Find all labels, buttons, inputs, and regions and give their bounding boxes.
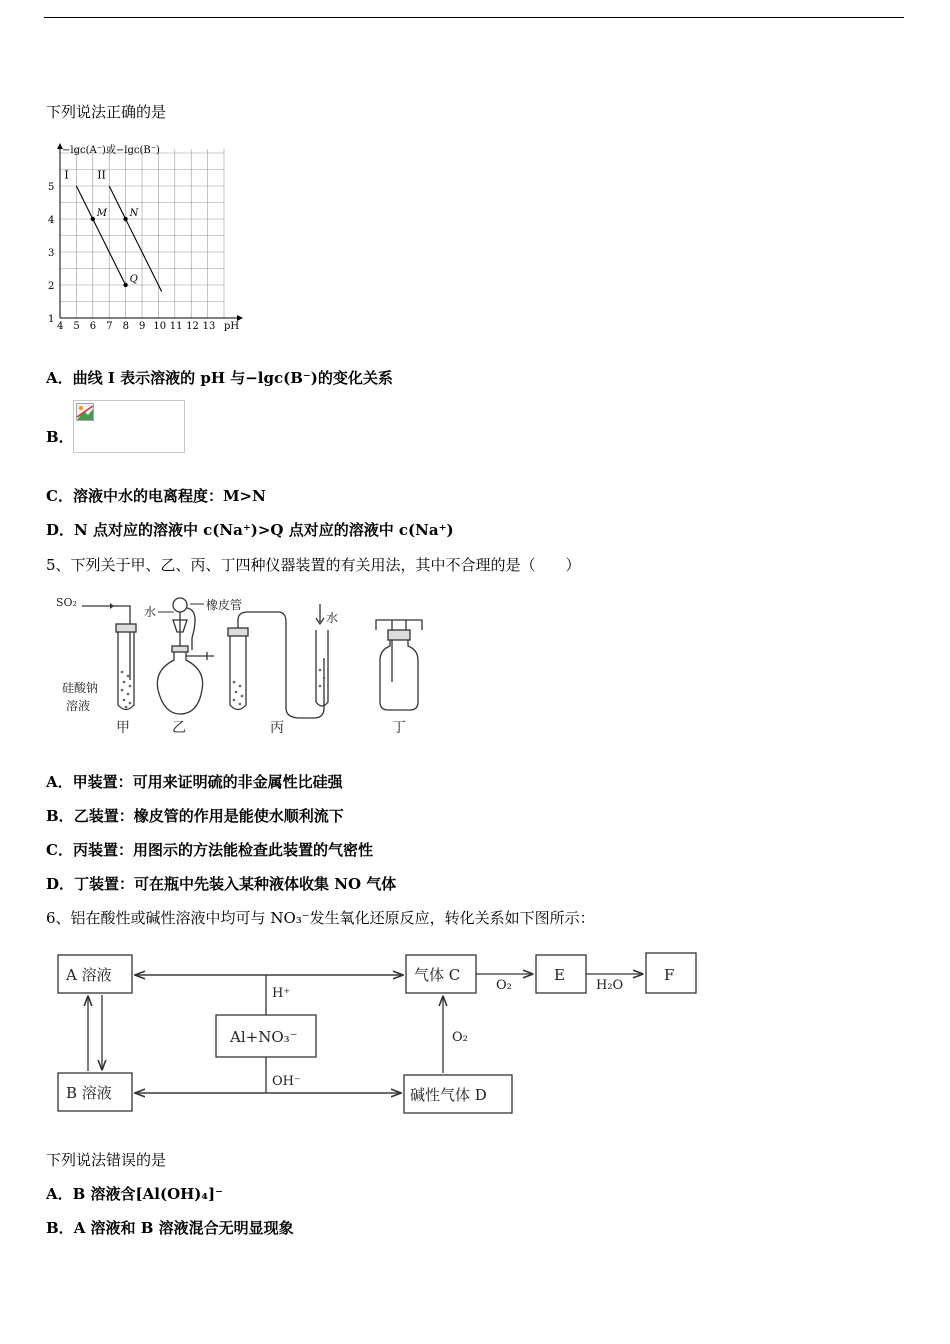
point-label: N bbox=[129, 208, 139, 219]
x-tick-label: 12 bbox=[186, 321, 199, 332]
q5-option-d bbox=[46, 874, 396, 894]
label-c: 气体 C bbox=[414, 966, 461, 984]
option-label: A． bbox=[46, 1185, 73, 1203]
data-point bbox=[123, 283, 127, 287]
q5-option-b bbox=[46, 806, 344, 826]
label-oh-minus: OH⁻ bbox=[272, 1074, 301, 1089]
label-e: E bbox=[554, 966, 565, 984]
q4-option-b bbox=[46, 427, 74, 447]
option-text: B 溶液含[Al(OH)₄]⁻ bbox=[72, 1185, 223, 1203]
broken-image bbox=[73, 400, 185, 453]
y-tick-label: 1 bbox=[48, 314, 55, 325]
q4-option-d bbox=[46, 520, 454, 540]
apparatus-figure bbox=[52, 590, 442, 740]
data-point bbox=[123, 217, 127, 221]
x-tick-label: 8 bbox=[122, 321, 129, 332]
label-o2-side: O₂ bbox=[452, 1030, 468, 1045]
x-tick-label: 4 bbox=[57, 321, 64, 332]
x-tick-label: 9 bbox=[139, 321, 146, 332]
option-text: 丁装置：可在瓶中先装入某种液体收集 NO 气体 bbox=[74, 875, 397, 893]
label-center: Al+NO₃⁻ bbox=[230, 1028, 298, 1046]
label-d: 碱性气体 D bbox=[410, 1086, 487, 1104]
x-tick-label: 13 bbox=[202, 321, 216, 332]
label-h-plus: H⁺ bbox=[272, 986, 291, 1001]
label-b: B 溶液 bbox=[66, 1084, 112, 1102]
x-tick-label: 7 bbox=[106, 321, 113, 332]
y-tick-label: 2 bbox=[48, 281, 55, 292]
y-tick-label: 5 bbox=[48, 182, 55, 193]
option-text: N 点对应的溶液中 c(Na⁺)>Q 点对应的溶液中 c(Na⁺) bbox=[74, 521, 454, 539]
q6-option-b bbox=[46, 1218, 294, 1238]
ph-chart bbox=[44, 140, 249, 335]
option-label: A． bbox=[46, 773, 73, 791]
option-label: B． bbox=[46, 428, 74, 446]
label-f: F bbox=[664, 966, 675, 984]
label-solution-2: 溶液 bbox=[66, 699, 91, 713]
data-point bbox=[91, 217, 95, 221]
label-rubber-tube: 橡皮管 bbox=[206, 598, 243, 612]
y-tick-label: 4 bbox=[48, 215, 55, 226]
q4-option-c bbox=[46, 486, 266, 506]
x-tick-label: 11 bbox=[169, 321, 183, 332]
option-label: C． bbox=[46, 841, 73, 859]
apparatus-bing bbox=[228, 604, 328, 718]
y-axis-label: −lgc(A⁻)或−lgc(B⁻) bbox=[62, 145, 160, 156]
option-text: 乙装置：橡皮管的作用是能使水顺利流下 bbox=[73, 807, 344, 825]
option-label: A． bbox=[46, 369, 73, 387]
header-rule bbox=[44, 17, 904, 18]
option-text: A 溶液和 B 溶液混合无明显现象 bbox=[73, 1219, 294, 1237]
option-label: D． bbox=[46, 521, 75, 539]
point-label: Q bbox=[129, 274, 138, 285]
label-jia: 甲 bbox=[116, 720, 130, 736]
q6-stem2: 下列说法错误的是 bbox=[46, 1151, 167, 1169]
x-axis-label: pH bbox=[224, 321, 240, 332]
option-text: 溶液中水的电离程度：M>N bbox=[72, 487, 266, 505]
label-h2o: H₂O bbox=[596, 978, 624, 993]
label-water1: 水 bbox=[144, 605, 157, 619]
y-tick-label: 3 bbox=[48, 248, 55, 259]
q6-option-a bbox=[46, 1184, 223, 1204]
label-o2-top: O₂ bbox=[496, 978, 512, 993]
broken-image-icon bbox=[76, 403, 94, 421]
option-label: C． bbox=[46, 487, 73, 505]
option-label: D． bbox=[46, 875, 75, 893]
reaction-flow-diagram bbox=[50, 945, 705, 1125]
x-tick-label: 10 bbox=[153, 321, 167, 332]
option-text: 曲线 I 表示溶液的 pH 与−lgc(B⁻)的变化关系 bbox=[72, 369, 393, 387]
option-label: B． bbox=[46, 1219, 74, 1237]
point-label: M bbox=[96, 208, 108, 219]
series-label: II bbox=[97, 168, 106, 182]
label-yi: 乙 bbox=[172, 720, 186, 736]
label-bing: 丙 bbox=[270, 720, 284, 736]
option-text: 甲装置：可用来证明硫的非金属性比硅强 bbox=[72, 773, 343, 791]
label-solution-1: 硅酸钠 bbox=[62, 681, 99, 695]
apparatus-ding bbox=[376, 620, 422, 710]
option-text: 丙装置：用图示的方法能检查此装置的气密性 bbox=[72, 841, 373, 859]
q5-option-c bbox=[46, 840, 373, 860]
q6-stem: 6、铝在酸性或碱性溶液中均可与 NO₃⁻发生氧化还原反应，转化关系如下图所示： bbox=[46, 909, 595, 927]
label-a: A 溶液 bbox=[66, 966, 112, 984]
label-water2: 水 bbox=[326, 611, 339, 625]
option-label: B． bbox=[46, 807, 74, 825]
x-tick-label: 6 bbox=[89, 321, 97, 332]
q5-stem: 5、下列关于甲、乙、丙、丁四种仪器装置的有关用法，其中不合理的是（ ） bbox=[46, 556, 581, 574]
series-label: I bbox=[64, 168, 69, 182]
chart-grid bbox=[60, 149, 224, 318]
q4-stem: 下列说法正确的是 bbox=[46, 103, 167, 121]
q5-option-a bbox=[46, 772, 343, 792]
label-ding: 丁 bbox=[392, 720, 406, 736]
x-tick-label: 5 bbox=[73, 321, 80, 332]
label-so2: SO₂ bbox=[56, 596, 77, 609]
q4-option-a bbox=[46, 368, 393, 388]
apparatus-yi bbox=[157, 598, 214, 714]
